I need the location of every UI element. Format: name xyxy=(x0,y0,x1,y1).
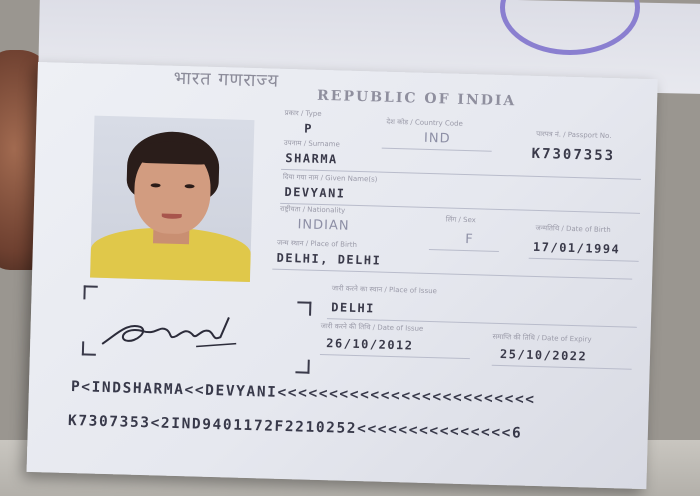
place-of-issue-label: जारी करने का स्थान / Place of Issue xyxy=(331,284,438,296)
dob-label: जन्मतिथि / Date of Birth xyxy=(535,223,611,235)
date-of-expiry-value: 25/10/2022 xyxy=(499,347,588,364)
sex-value: F xyxy=(465,232,474,248)
sex-label: लिंग / Sex xyxy=(445,215,476,225)
given-names-value: DEVYANI xyxy=(284,184,346,201)
type-value: P xyxy=(304,121,314,136)
nationality-label: राष्ट्रीयता / Nationality xyxy=(279,204,346,215)
passport-no-label: पारपत्र नं. / Passport No. xyxy=(536,129,612,141)
nationality-value: INDIAN xyxy=(297,217,350,234)
passport-data-page xyxy=(27,62,658,489)
sig-corner-br xyxy=(295,359,309,373)
mrz-line-1: P<INDSHARMA<<DEVYANI<<<<<<<<<<<<<<<<<<<<<<<<< xyxy=(70,379,536,409)
sig-corner-tl xyxy=(83,285,97,299)
country-code-label: देश कोड / Country Code xyxy=(386,117,463,128)
mrz-line-2: K7307353<2IND9401172F2210252<<<<<<<<<<<<<<<6 xyxy=(67,412,523,442)
type-label: प्रकार / Type xyxy=(284,108,322,118)
holder-signature xyxy=(96,304,247,358)
title-english: REPUBLIC OF INDIA xyxy=(316,87,517,110)
sig-corner-tr xyxy=(297,301,311,315)
place-of-birth-label: जन्म स्थान / Place of Birth xyxy=(276,238,358,249)
given-names-label: दिया गया नाम / Given Name(s) xyxy=(282,172,378,184)
holder-photo xyxy=(90,116,254,282)
title-hindi: भारत गणराज्य xyxy=(173,67,280,92)
place-of-birth-value: DELHI, DELHI xyxy=(276,250,382,268)
sig-corner-bl xyxy=(82,341,96,355)
country-code-value: IND xyxy=(423,130,451,147)
date-of-issue-label: जारी करने की तिथि / Date of Issue xyxy=(320,321,424,333)
date-of-issue-value: 26/10/2012 xyxy=(326,336,414,353)
signature-text: Devyani xyxy=(97,303,102,305)
place-of-issue-value: DELHI xyxy=(331,300,376,316)
surname-value: SHARMA xyxy=(285,150,338,167)
surname-label: उपनाम / Surname xyxy=(283,138,340,149)
dob-value: 17/01/1994 xyxy=(532,239,621,257)
date-of-expiry-label: समाप्ति की तिथि / Date of Expiry xyxy=(492,332,592,344)
passport-no-value: K7307353 xyxy=(531,145,616,165)
